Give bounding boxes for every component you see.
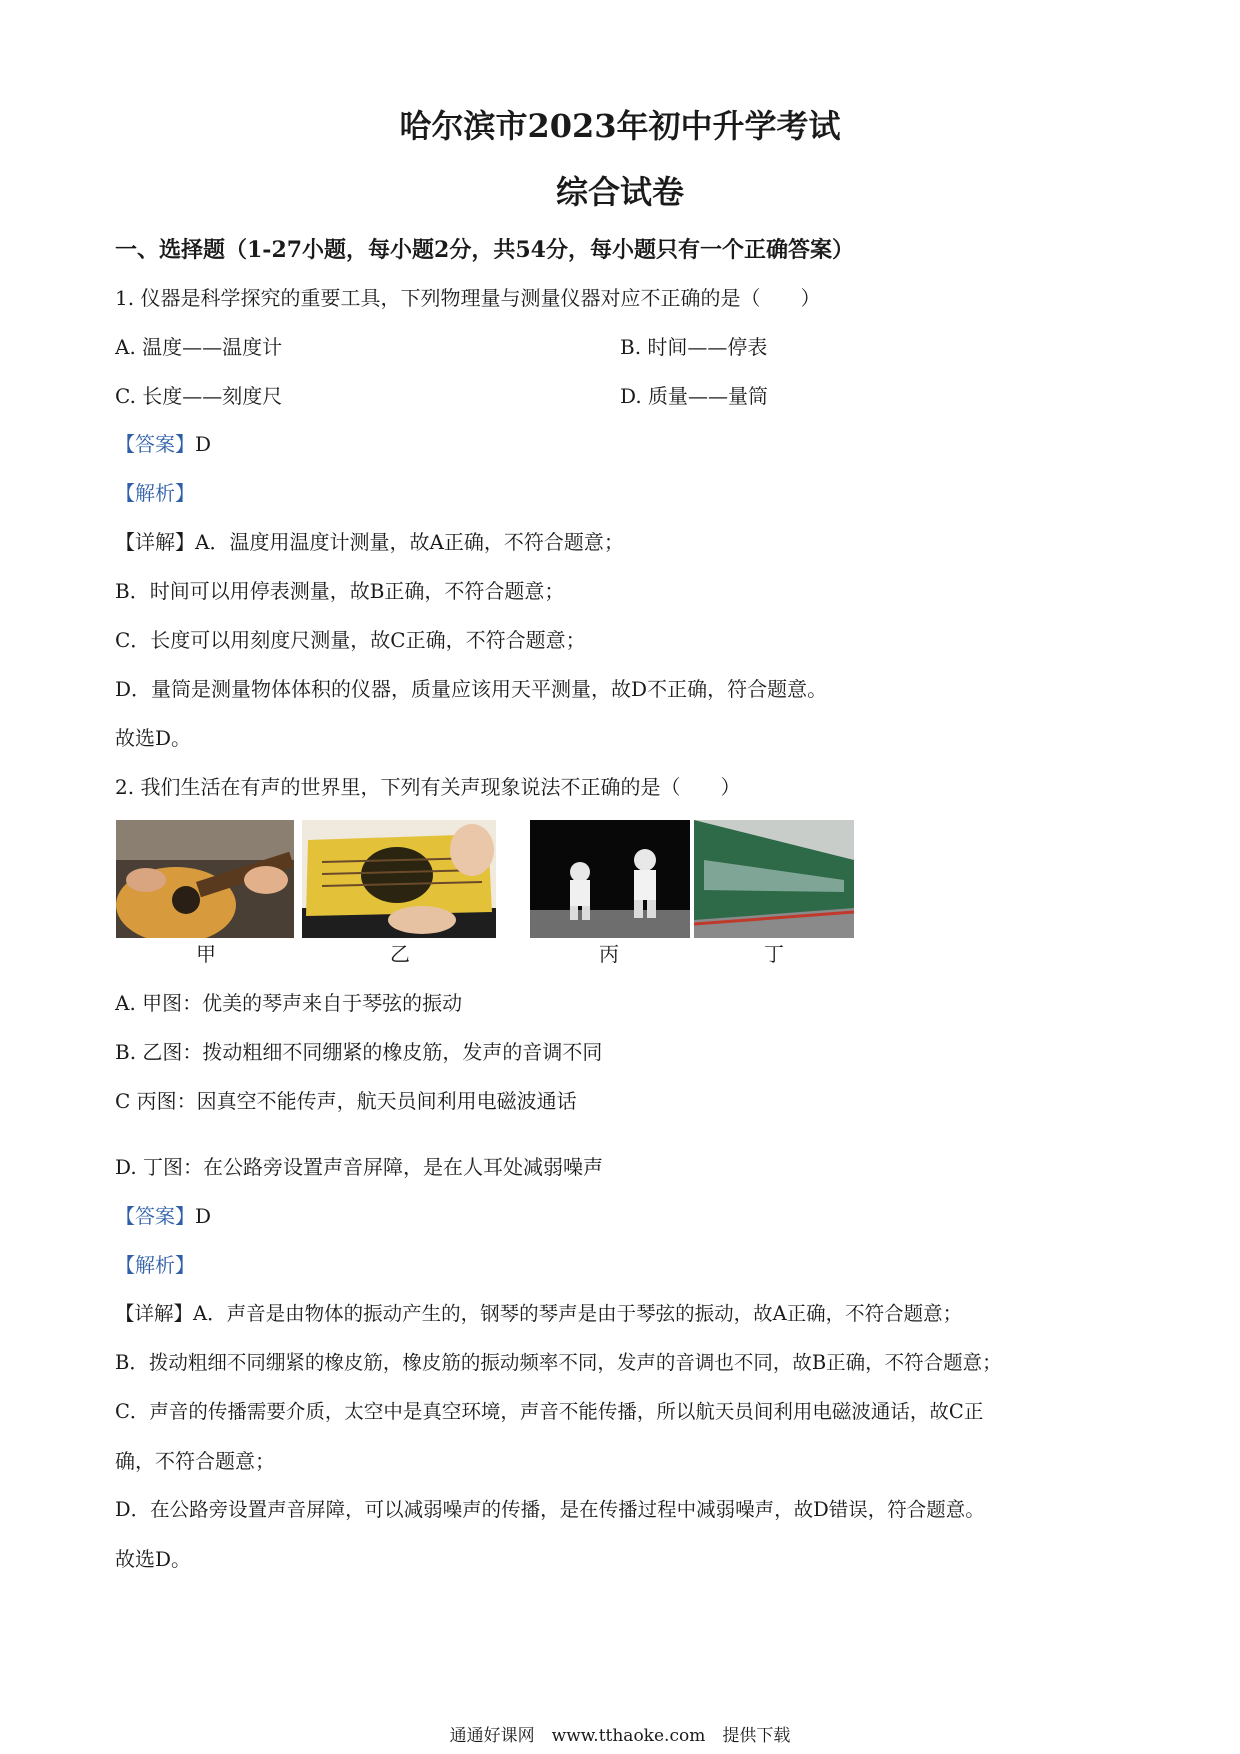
figure-astronauts [530,820,690,938]
q1-detail-5: 故选D。 [115,726,192,750]
caption-jia: 甲 [196,942,216,966]
q2-option-d: D. 丁图：在公路旁设置声音屏障，是在人耳处减弱噪声 [115,1155,604,1179]
q1-option-d: D. 质量——量筒 [620,384,769,408]
page-subtitle: 综合试卷 [555,173,684,211]
q1-detail-3: C．长度可以用刻度尺测量，故C正确，不符合题意； [115,628,586,652]
q1-stem: 1. 仪器是科学探究的重要工具，下列物理量与测量仪器对应不正确的是（ ） [115,286,821,310]
q1-detail-1: 【详解】A．温度用温度计测量，故A正确，不符合题意； [115,530,624,554]
q2-detail-1: 【详解】A．声音是由物体的振动产生的，钢琴的琴声是由于琴弦的振动，故A正确，不符合题意； [115,1302,963,1325]
figure-guitar [116,820,294,938]
q2-detail-6: 故选D。 [115,1547,192,1571]
guitar-photo-icon [116,820,294,938]
q2-answer [115,1202,211,1230]
q1-answer-tag: 【答案】 [115,432,195,456]
page-title: 哈尔滨市2023年初中升学考试 [399,107,841,145]
q1-answer [115,430,211,458]
sound-barrier-photo-icon [694,820,854,938]
q1-analysis-tag: 【解析】 [115,481,195,505]
caption-yi: 乙 [390,942,410,966]
q1-option-c: C. 长度——刻度尺 [115,384,283,408]
page-footer: 通通好课网 www.tthaoke.com 提供下载 [449,1726,791,1746]
rubber-band-box-photo-icon [302,820,496,938]
caption-ding: 丁 [764,942,784,966]
q2-stem: 2. 我们生活在有声的世界里，下列有关声现象说法不正确的是（ ） [115,775,741,799]
q2-detail-5: D．在公路旁设置声音屏障，可以减弱噪声的传播，是在传播过程中减弱噪声，故D错误，符合题意。 [115,1498,985,1521]
q2-detail-3: C．声音的传播需要介质，太空中是真空环境，声音不能传播，所以航天员间利用电磁波通话，故C正 [115,1400,984,1423]
section-heading: 一、选择题（1-27小题，每小题2分，共54分，每小题只有一个正确答案） [115,237,854,263]
q2-answer-tag: 【答案】 [115,1204,195,1228]
q1-detail-2: B．时间可以用停表测量，故B正确，不符合题意； [115,579,565,603]
q1-detail-4: D．量筒是测量物体体积的仪器，质量应该用天平测量，故D不正确，符合题意。 [115,677,828,701]
q2-option-b: B. 乙图：拨动粗细不同绷紧的橡皮筋，发声的音调不同 [115,1040,603,1064]
q1-answer-value: D [195,432,212,456]
q2-answer-value: D [195,1204,212,1228]
figure-sound-barrier [694,820,854,938]
q2-option-a: A. 甲图：优美的琴声来自于琴弦的振动 [115,991,463,1015]
q2-detail-2: B．拨动粗细不同绷紧的橡皮筋，橡皮筋的振动频率不同，发声的音调也不同，故B正确，不符合题意； [115,1351,1002,1374]
q2-option-c: C 丙图：因真空不能传声，航天员间利用电磁波通话 [115,1089,577,1113]
astronauts-photo-icon [530,820,690,938]
q2-analysis-tag: 【解析】 [115,1253,195,1277]
q1-option-a: A. 温度——温度计 [115,335,283,359]
q2-detail-4: 确，不符合题意； [115,1449,275,1473]
caption-bing: 丙 [599,942,619,966]
figure-rubber-band-box [302,820,496,938]
q1-option-b: B. 时间——停表 [620,335,768,359]
